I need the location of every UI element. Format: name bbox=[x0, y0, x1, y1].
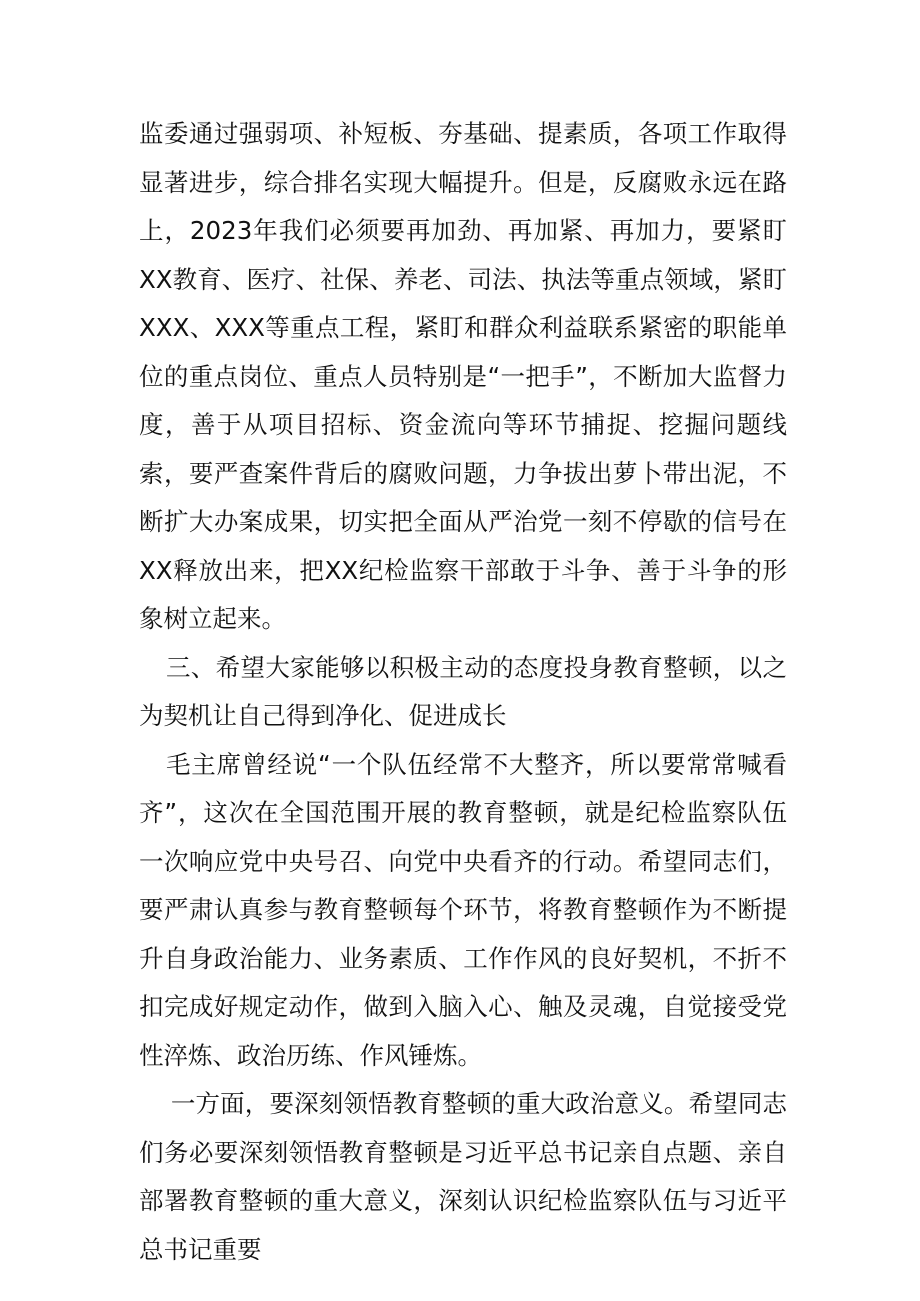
document-body bbox=[139, 110, 787, 1274]
paragraph-continuation: 监委通过强弱项、补短板、夯基础、提素质，各项工作取得显著进步，综合排名实现大幅提升。但是，反腐败永远在路上，2023年我们必须要再加劲、再加紧、再加力，要紧盯XX教育、医疗、社保、养老、司法、执法等重点领域，紧盯XXX、XXX等重点工程，紧盯和群众利益联系紧密的职能单位的重点岗位、重点人员特别是“一把手”，不断加大监督力度，善于从项目招标、资金流向等环节捕捉、挖掘问题线索，要严查案件背后的腐败问题，力争拔出萝卜带出泥，不断扩大办案成果，切实把全面从严治党一刻不停歇的信号在XX释放出来，把XX纪检监察干部敢于斗争、善于斗争的形象树立起来。 bbox=[139, 119, 787, 633]
paragraph-chairman-mao-quote: 毛主席曾经说“一个队伍经常不大整齐，所以要常常喊看齐”，这次在全国范围开展的教育整顿，就是纪检监察队伍一次响应党中央号召、向党中央看齐的行动。希望同志们，要严肃认真参与教育整顿每个环节，将教育整顿作为不断提升自身政治能力、业务素质、工作作风的良好契机，不折不扣完成好规定动作，做到入脑入心、触及灵魂，自觉接受党性淬炼、政治历练、作风锤炼。 bbox=[139, 749, 787, 1070]
section-heading-three: 三、希望大家能够以积极主动的态度投身教育整顿，以之为契机让自己得到净化、促进成长 bbox=[139, 652, 787, 730]
paragraph-first-aspect: 一方面，要深刻领悟教育整顿的重大政治意义。希望同志们务必要深刻领悟教育整顿是习近平总书记亲自点题、亲自部署教育整顿的重大意义，深刻认识纪检监察队伍与习近平总书记重要 bbox=[139, 1089, 787, 1264]
